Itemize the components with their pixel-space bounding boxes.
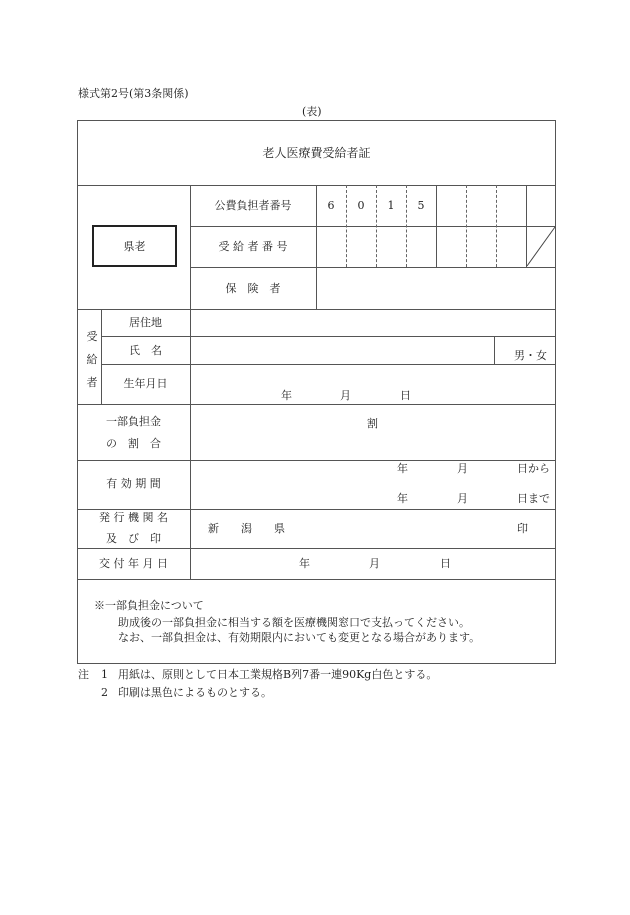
recipient-number-label: 受 給 者 番 号 — [218, 240, 288, 253]
validity-to-suffix: 日まで — [517, 492, 550, 505]
rule — [436, 185, 437, 267]
note-line-1: 助成後の一部負担金に相当する額を医療機関窓口で支払ってください。 — [118, 616, 470, 629]
validity-label: 有 効 期 間 — [106, 477, 161, 490]
footnote-text: 印刷は黒色によるものとする。 — [118, 686, 272, 699]
digit-divider — [496, 185, 497, 267]
seal-mark: 印 — [517, 522, 528, 535]
validity-to-year: 年 — [397, 492, 408, 505]
digit-divider — [376, 185, 377, 267]
rule — [190, 267, 556, 268]
rule — [101, 336, 556, 337]
footnote-number: 1 — [101, 668, 108, 681]
gender-options: 男・女 — [514, 349, 547, 362]
public-payer-digit: 1 — [387, 199, 395, 212]
table-border-left — [77, 120, 78, 664]
rule — [101, 364, 556, 365]
copay-label-1: 一部負担金 — [106, 415, 161, 428]
rule — [77, 579, 556, 580]
note-line-2: なお、一部負担金は、有効期限内においても変更となる場合があります。 — [118, 631, 481, 644]
stamp-label: 県老 — [123, 240, 146, 253]
birthdate-label: 生年月日 — [123, 377, 168, 390]
issuer-label-1: 発 行 機 関 名 — [99, 511, 168, 524]
validity-from-year: 年 — [397, 462, 408, 475]
issuer-name: 新 潟 県 — [208, 522, 285, 535]
table-border-bottom — [77, 663, 556, 664]
issue-day-unit: 日 — [440, 557, 451, 570]
issue-date-label: 交 付 年 月 日 — [99, 557, 168, 570]
digit-divider — [406, 185, 407, 267]
copay-unit: 割 — [367, 417, 378, 430]
digit-divider — [346, 185, 347, 267]
validity-from-suffix: 日から — [517, 462, 550, 475]
birth-day-unit: 日 — [400, 389, 411, 402]
issue-month-unit: 月 — [369, 557, 380, 570]
validity-from-month: 月 — [457, 462, 468, 475]
table-border-right — [555, 120, 556, 664]
footnote-number: 2 — [101, 686, 108, 699]
rule — [190, 226, 556, 227]
public-payer-digit: 0 — [357, 199, 365, 212]
public-payer-digit: 6 — [327, 199, 335, 212]
note-heading: ※一部負担金について — [94, 599, 204, 612]
footnote-text: 用紙は、原則として日本工業規格B列7番一連90Kg白色とする。 — [118, 668, 438, 681]
check-digit-slash — [526, 226, 556, 267]
address-label: 居住地 — [129, 316, 162, 329]
rule — [316, 185, 317, 309]
rule — [494, 336, 495, 364]
rule — [77, 548, 556, 549]
public-payer-label: 公費負担者番号 — [214, 199, 292, 212]
birth-month-unit: 月 — [340, 389, 351, 402]
issuer-label-2: 及 び 印 — [106, 532, 161, 545]
copay-label-2: の 割 合 — [106, 437, 161, 450]
validity-to-month: 月 — [457, 492, 468, 505]
footnote-prefix: 注 — [78, 668, 89, 681]
certificate-title: 老人医療費受給者証 — [262, 146, 371, 160]
insurer-label: 保 険 者 — [225, 282, 281, 295]
rule — [77, 509, 556, 510]
public-payer-digit: 5 — [417, 199, 425, 212]
rule — [77, 404, 556, 405]
issue-year-unit: 年 — [299, 557, 310, 570]
birth-year-unit: 年 — [281, 389, 292, 402]
rule — [190, 309, 191, 580]
side-label: (表) — [302, 105, 322, 118]
table-border-top — [77, 120, 556, 121]
form-number: 様式第2号(第3条関係) — [78, 87, 189, 100]
digit-divider — [466, 185, 467, 267]
recipient-char: 受 — [86, 330, 98, 343]
name-label: 氏 名 — [129, 344, 162, 357]
rule — [77, 460, 556, 461]
rule — [77, 309, 556, 310]
recipient-char: 者 — [86, 376, 98, 389]
recipient-char: 給 — [86, 353, 98, 366]
